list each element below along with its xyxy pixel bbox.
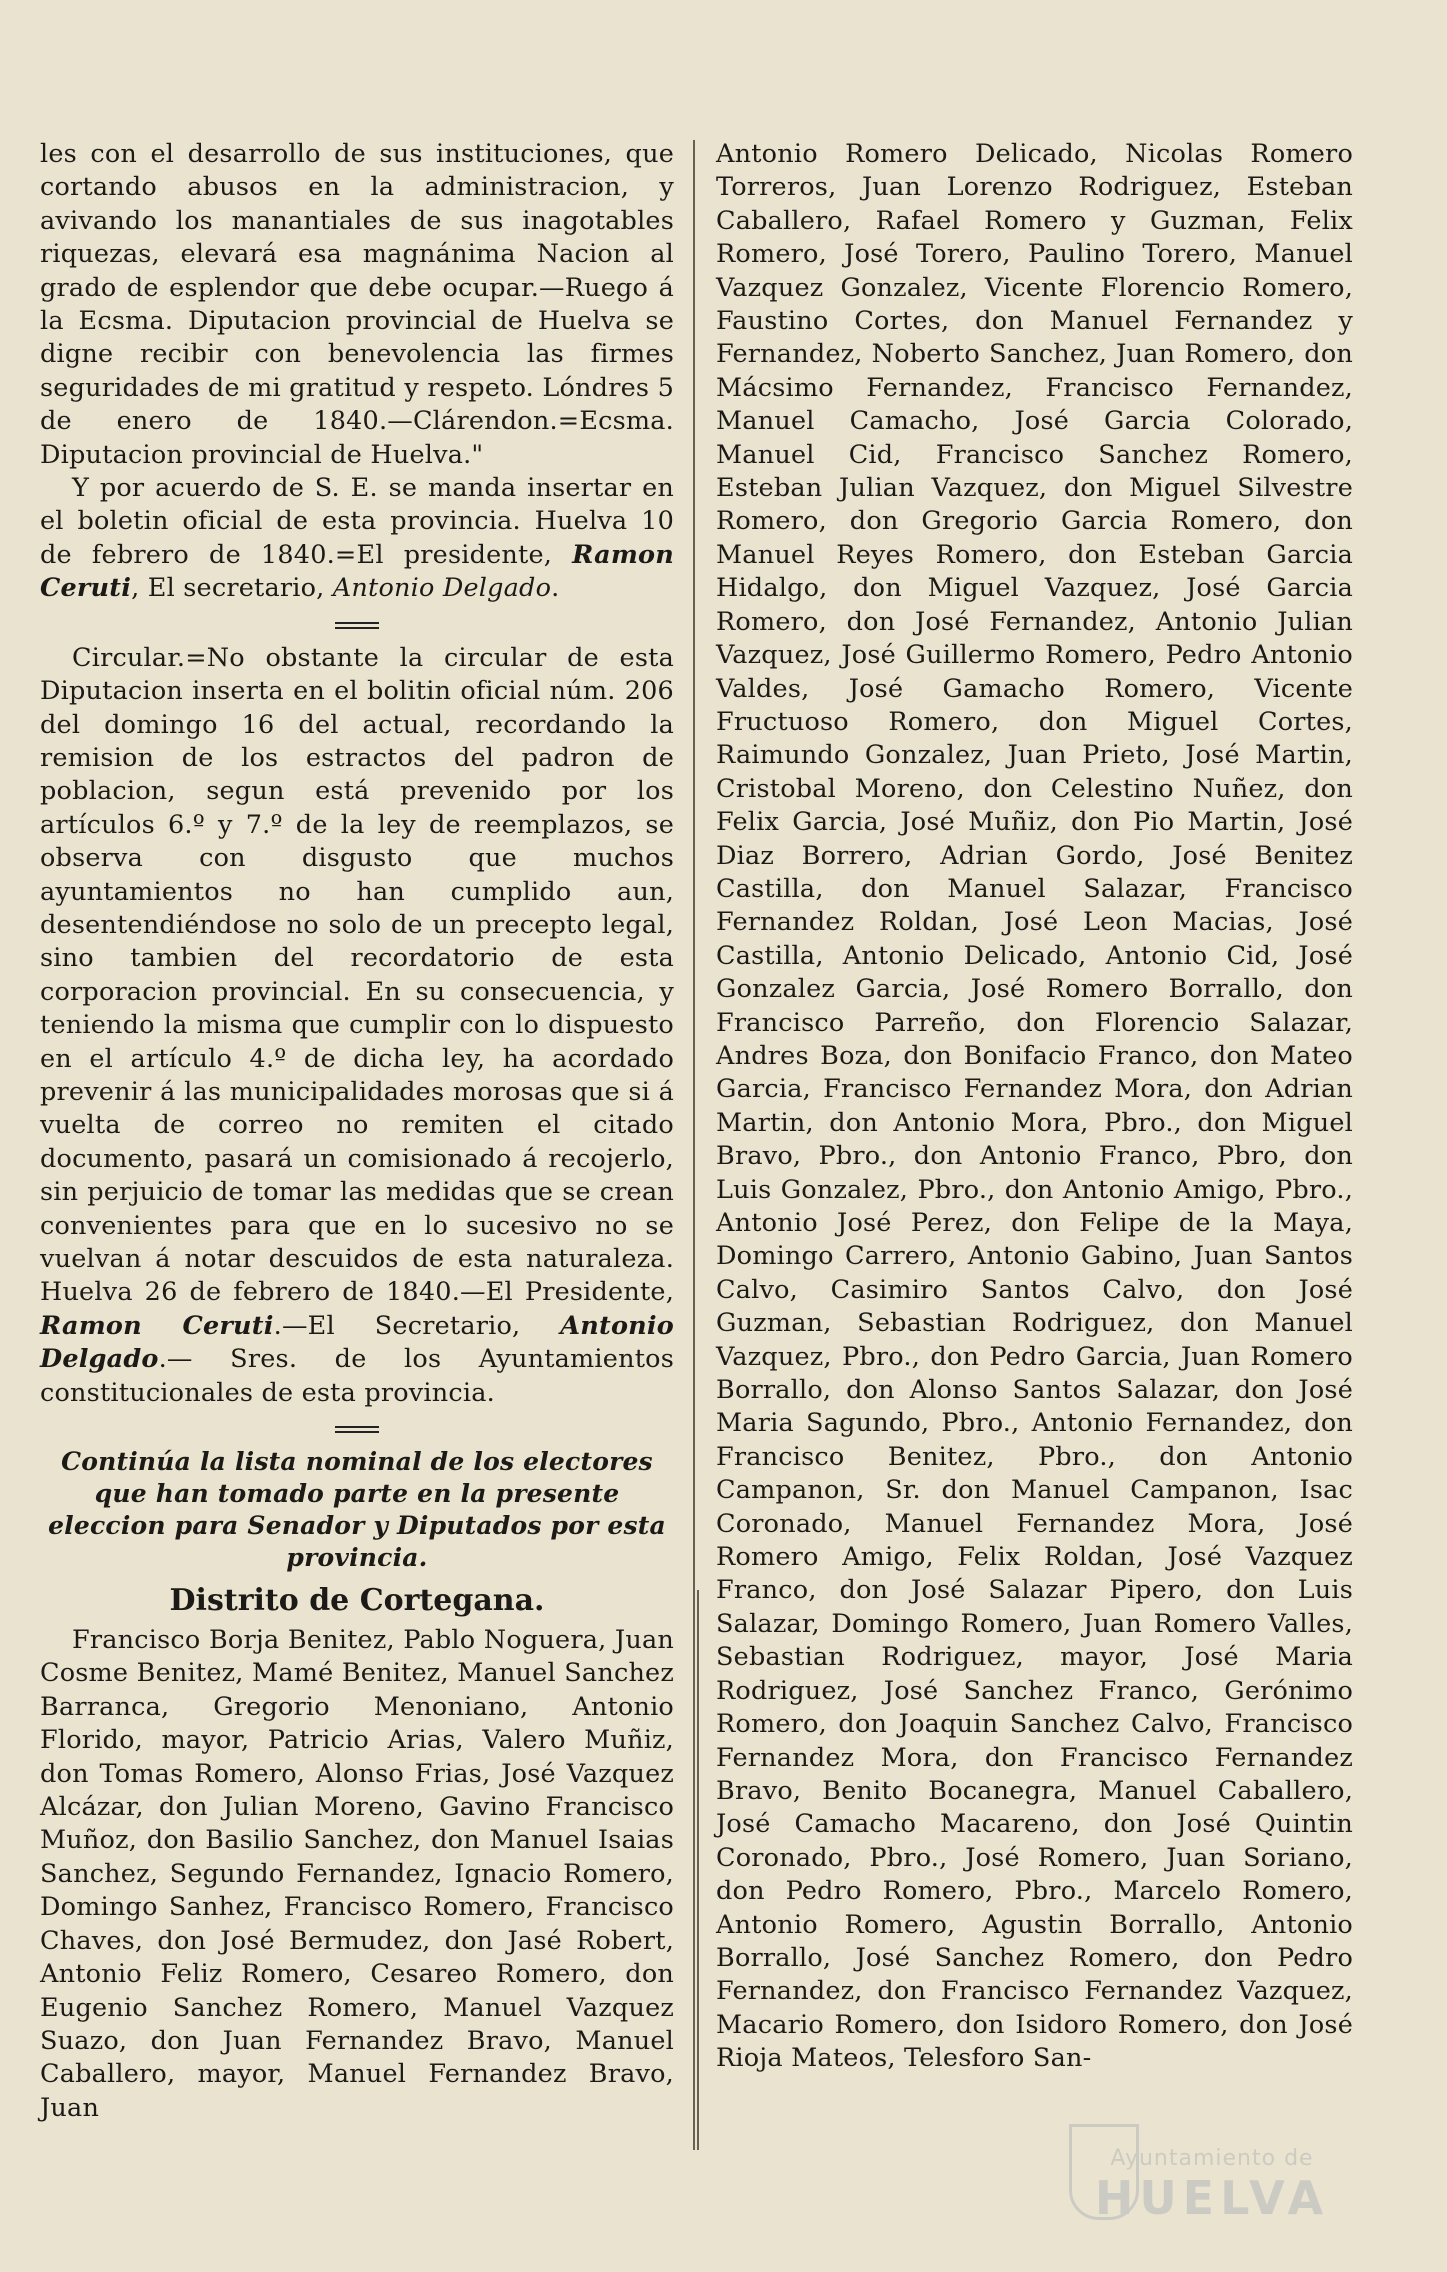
elector-names-left: Francisco Borja Benitez, Pablo Noguera, Juan Cosme Benitez, Mamé Benitez, Manuel Sanchez Barranca, Gregorio Menoniano, Antonio Florido, mayor, Patricio Arias, Valero Muñiz, don Tomas Romero, Alonso Frias, José Vazquez Alcázar, don Julian Moreno, Gavino Francisco Muñoz, don Basilio Sanchez, don Manuel Isaias Sanchez, Segundo Fernandez, Ignacio Romero, Domingo Sanhez, Francisco Romero, Francisco Chaves, don José Bermudez, don Jasé Robert, Antonio Feliz Romero, Cesareo Romero, don Eugenio Sanchez Romero, Manuel Vazquez Suazo, don Juan Fernandez Bravo, Manuel Caballero, mayor, Manuel Fernandez Bravo, Juan (40, 1625, 674, 2123)
circular-secretary: Antonio Delgado (40, 1310, 674, 1375)
district-heading: Distrito de Cortegana. (169, 1583, 545, 1619)
left-column (40, 138, 674, 2125)
right-column (716, 138, 1353, 2076)
insertion-order-paragraph: Y por acuerdo de S. E. se manda insertar en el boletin oficial de esta provincia. Huelva 10 de febrero de 1840.=El presidente, Ramon Ceruti, El secretario, Antonio Delgado. (40, 473, 674, 604)
watermark-line1: Ayuntamiento de (1110, 2146, 1314, 2171)
watermark-line2: HUELVA (1094, 2171, 1330, 2225)
president-signature: Ramon Ceruti (40, 539, 674, 604)
secretary-signature: Antonio Delgado (332, 573, 552, 604)
circular-paragraph: Circular.=No obstante la circular de esta Diputacion inserta en el bolitin oficial núm. 206 del domingo 16 del actual, recordando la remision de los estractos del padron de poblacion, segun está prevenido por los artículos 6.º y 7.º de la ley de reemplazos, se observa con disgusto que muchos ayuntamientos no han cumplido aun, desentendiéndose no solo de un precepto legal, sino tambien del recordatorio de esta corporacion provincial. En su consecuencia, y teniendo la misma que cumplir con lo dispuesto en el artículo 4.º de dicha ley, ha acordado prevenir á las municipalidades morosas que si á vuelta de correo no remiten el citado documento, pasará un comisionado á recojerlo, sin perjuicio de tomar las medidas que se crean convenientes para que en lo sucesivo no se vuelvan á notar descuidos de esta naturaleza. Huelva 26 de febrero de 1840.—El Presidente, Ramon Ceruti.—El Secretario, Antonio Delgado.— Sres. de los Ayuntamientos constitucionales de esta provincia. (40, 642, 674, 1408)
elector-list-notice: Continúa la lista nominal de los electores que han tomado parte en la presente eleccion para Senador y Diputados por esta provincia. (48, 1447, 666, 1573)
section-separator (40, 610, 674, 640)
section-separator (40, 1414, 674, 1444)
huelva-watermark (1047, 2112, 1377, 2252)
elector-names-right: Antonio Romero Delicado, Nicolas Romero Torreros, Juan Lorenzo Rodriguez, Esteban Caballero, Rafael Romero y Guzman, Felix Romero, José Torero, Paulino Torero, Manuel Vazquez Gonzalez, Vicente Florencio Romero, Faustino Cortes, don Manuel Fernandez y Fernandez, Noberto Sanchez, Juan Romero, don Mácsimo Fernandez, Francisco Fernandez, Manuel Camacho, José Garcia Colorado, Manuel Cid, Francisco Sanchez Romero, Esteban Julian Vazquez, don Miguel Silvestre Romero, don Gregorio Garcia Romero, don Manuel Reyes Romero, don Esteban Garcia Hidalgo, don Miguel Vazquez, José Garcia Romero, don José Fernandez, Antonio Julian Vazquez, José Guillermo Romero, Pedro Antonio Valdes, José Gamacho Romero, Vicente Fructuoso Romero, don Miguel Cortes, Raimundo Gonzalez, Juan Prieto, José Martin, Cristobal Moreno, don Celestino Nuñez, don Felix Garcia, José Muñiz, don Pio Martin, José Diaz Borrero, Adrian Gordo, José Benitez Castilla, don Manuel Salazar, Francisco Fernandez Roldan, José Leon Macias, José Castilla, Antonio Delicado, Antonio Cid, José Gonzalez Garcia, José Romero Borrallo, don Francisco Parreño, don Florencio Salazar, Andres Boza, don Bonifacio Franco, don Mateo Garcia, Francisco Fernandez Mora, don Adrian Martin, don Antonio Mora, Pbro., don Miguel Bravo, Pbro., don Antonio Franco, Pbro, don Luis Gonzalez, Pbro., don Antonio Amigo, Pbro., Antonio José Perez, don Felipe de la Maya, Domingo Carrero, Antonio Gabino, Juan Santos Calvo, Casimiro Santos Calvo, don José Guzman, Sebastian Rodriguez, don Manuel Vazquez, Pbro., don Pedro Garcia, Juan Romero Borrallo, don Alonso Santos Salazar, don José Maria Sagundo, Pbro., Antonio Fernandez, don Francisco Benitez, Pbro., don Antonio Campanon, Sr. don Manuel Campanon, Isac Coronado, Manuel Fernandez Mora, José Romero Amigo, Felix Roldan, José Vazquez Franco, don José Salazar Pipero, don Luis Salazar, Domingo Romero, Juan Romero Valles, Sebastian Rodriguez, mayor, José Maria Rodriguez, José Sanchez Franco, Gerónimo Romero, don Joaquin Sanchez Calvo, Francisco Fernandez Mora, don Francisco Fernandez Bravo, Benito Bocanegra, Manuel Caballero, José Camacho Macareno, don José Quintin Coronado, Pbro., José Romero, Juan Soriano, don Pedro Romero, Pbro., Marcelo Romero, Antonio Romero, Agustin Borrallo, Antonio Borrallo, José Sanchez Romero, don Pedro Fernandez, don Francisco Fernandez Vazquez, Macario Romero, don Isidoro Romero, don José Rioja Mateos, Telesforo San- (716, 139, 1353, 2074)
circular-president: Ramon Ceruti (40, 1310, 274, 1341)
shield-icon (1069, 2124, 1139, 2220)
column-divider-lower (697, 1590, 699, 2150)
letter-closing-paragraph: les con el desarrollo de sus instituciones, que cortando abusos en la administracion, y avivando los manantiales de sus inagotables riquezas, elevará esa magnánima Nacion al grado de esplendor que debe ocupar.—Ruego á la Ecsma. Diputacion provincial de Huelva se digne recibir con benevolencia las firmes seguridades de mi gratitud y respeto. Lóndres 5 de enero de 1840.—Clárendon.=Ecsma. Diputacion provincial de Huelva." (40, 139, 674, 470)
column-divider (693, 140, 695, 2150)
